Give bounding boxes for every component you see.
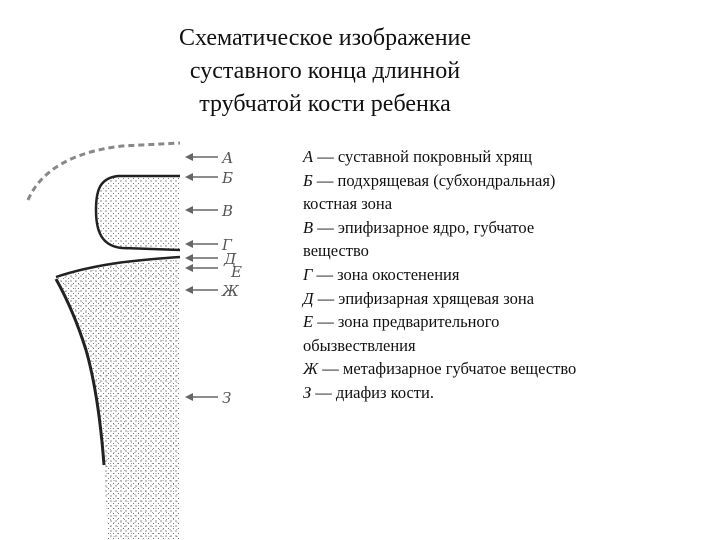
- legend-item: [303, 145, 648, 169]
- legend-text-continued: обызвествления: [303, 335, 416, 355]
- arrows: [185, 153, 218, 401]
- legend-text: — эпифизарная хрящевая зона: [317, 288, 535, 308]
- legend-item: [303, 381, 648, 405]
- label-zh: Ж: [222, 282, 239, 300]
- title-line-2: суставного конца длинной: [189, 58, 461, 84]
- legend-item: [303, 310, 648, 334]
- legend-letter: Б: [303, 170, 313, 190]
- label-e: Е: [231, 263, 242, 281]
- legend-text: — суставной покровный хрящ: [317, 147, 533, 166]
- legend-text: — эпифизарное ядро, губчатое: [317, 217, 535, 237]
- legend-text-continued: вещество: [303, 241, 369, 261]
- legend-letter: З: [303, 382, 312, 402]
- arrow-b: [185, 173, 218, 181]
- legend-letter: Е: [303, 312, 314, 332]
- label-d: Д: [224, 250, 237, 268]
- legend-text: — зона окостенения: [316, 264, 460, 284]
- arrow-v: [185, 206, 218, 214]
- legend-letter: В: [303, 217, 314, 237]
- label-g: Г: [222, 236, 232, 254]
- legend-text: — диафиз кости.: [315, 382, 434, 402]
- title-line-3: трубчатой кости ребенка: [199, 91, 451, 117]
- arrow-e: [185, 264, 218, 272]
- label-v: В: [222, 202, 234, 220]
- legend-letter: Г: [303, 264, 313, 284]
- epiphyseal-nucleus: [96, 176, 180, 250]
- arrow-zh: [185, 286, 218, 294]
- label-a: А: [222, 149, 234, 167]
- legend-text: — подхрящевая (субхондральная): [316, 170, 556, 190]
- legend-item: [303, 263, 648, 287]
- legend-text: — зона предварительного: [317, 312, 500, 332]
- arrow-d: [185, 254, 218, 262]
- legend-item: [303, 287, 648, 311]
- label-b: Б: [222, 169, 234, 187]
- legend-letter: Д: [303, 288, 314, 308]
- legend-letter: Ж: [303, 359, 319, 379]
- bone-diagram: [0, 0, 300, 540]
- legend-text-continued: костная зона: [303, 194, 393, 214]
- arrow-g: [185, 240, 218, 248]
- legend-item: [303, 216, 648, 240]
- title-line-1: Схематическое изображение: [178, 25, 472, 51]
- legend: [303, 145, 648, 405]
- metaphysis-texture: [58, 259, 180, 540]
- arrow-a: [185, 153, 218, 161]
- legend-item: [303, 357, 648, 381]
- label-z: З: [222, 389, 232, 407]
- arrow-z: [185, 393, 218, 401]
- legend-item: [303, 169, 648, 193]
- legend-letter: А: [303, 147, 314, 166]
- legend-text: — метафизарное губчатое вещество: [322, 359, 577, 379]
